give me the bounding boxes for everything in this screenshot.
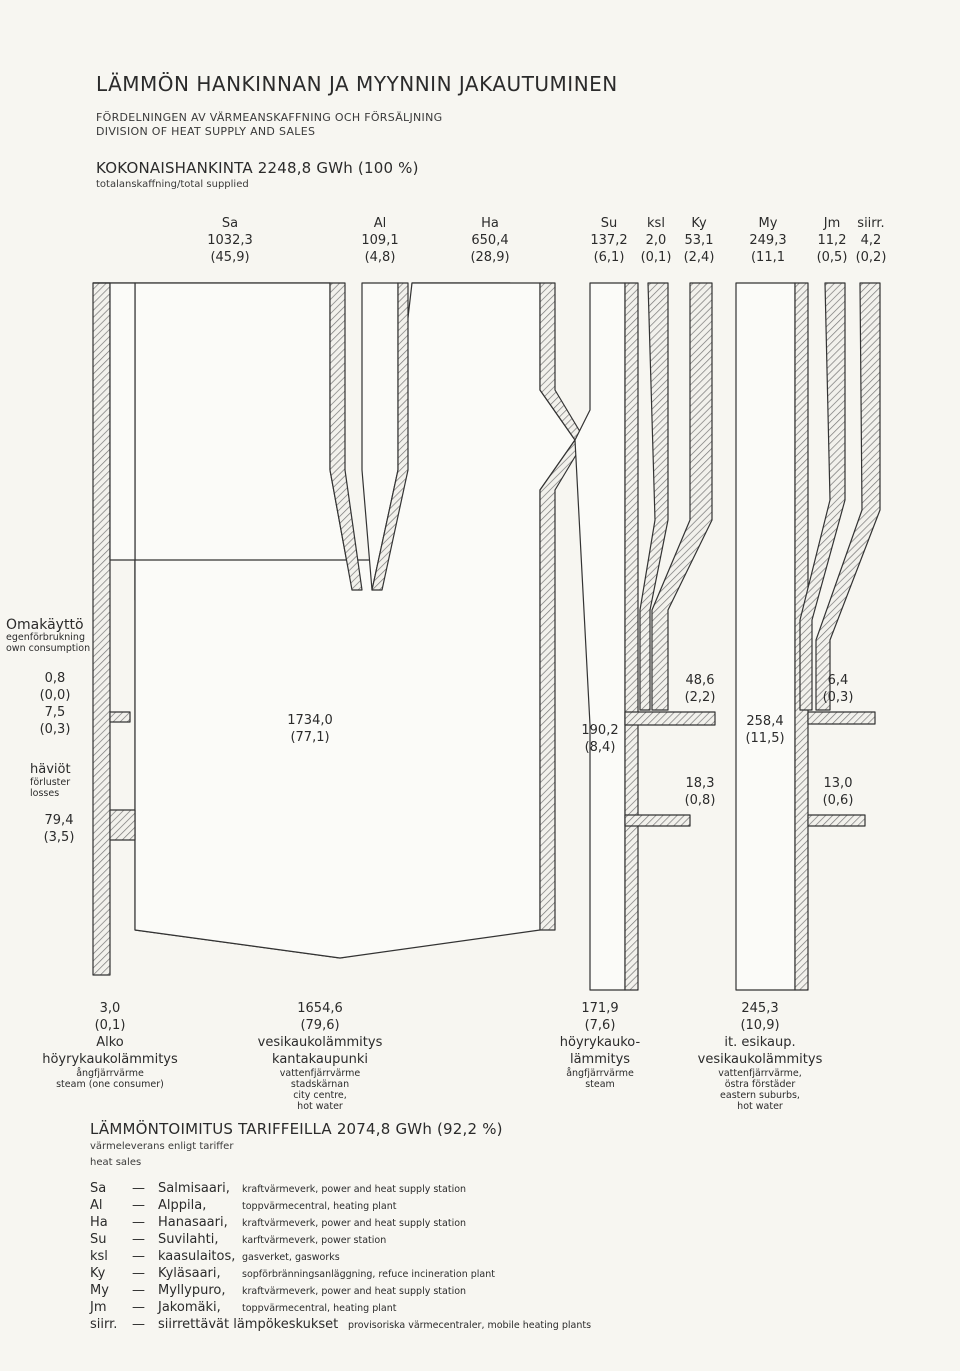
own-branch [110,712,130,722]
output-city-centre: 1654,6 (79,6) vesikaukolämmitys kantakaupunki vattenfjärrvärme stadskärnan city centre, hot water [257,1001,383,1112]
su-flow-value: 190,2 (8,4) [581,723,619,755]
my-flow [736,283,795,990]
losses-branch [110,810,135,840]
sales-title: LÄMMÖNTOIMITUS TARIFFEILLA 2074,8 GWh (92,2 %) [90,1120,503,1138]
siirr-flow [816,283,880,710]
sales-subtitle-en: heat sales [90,1157,142,1168]
output-alko: 3,0 (0,1) Alko höyrykaukolämmitys ångfjärrvärme steam (one consumer) [42,1001,178,1090]
su-depth [625,283,638,990]
alko-flow [93,283,110,975]
losses-label: häviöt förluster losses [30,762,71,799]
su-loss-value: 18,3 (0,8) [684,776,716,808]
own-consumption-values: 0,8 (0,0) 7,5 (0,3) [39,671,71,737]
source-ksl: ksl 2,0 (0,1) [640,216,672,265]
subtitle-swedish: FÖRDELNINGEN AV VÄRMEANSKAFFNING OCH FÖRSÄLJNING [96,111,443,124]
source-siirr: siirr. 4,2 (0,2) [855,216,887,265]
source-su: Su 137,2 (6,1) [590,216,628,265]
total-supply-subtitle: totalanskaffning/total supplied [96,179,249,190]
losses-values: 79,4 (3,5) [43,813,75,845]
source-sa: Sa 1032,3 (45,9) [207,216,253,265]
jm-flow-value: 6,4 (0,3) [822,673,854,705]
my-loss-value: 13,0 (0,6) [822,776,854,808]
ky-branch [625,712,715,725]
su-flow [575,283,625,990]
source-al: Al 109,1 (4,8) [361,216,399,265]
su-loss-branch [625,815,690,826]
my-loss-branch [808,815,865,826]
my-flow-value: 258,4 (11,5) [745,714,785,746]
source-ky: Ky 53,1 (2,4) [683,216,715,265]
sales-subtitle-sv: värmeleverans enligt tariffer [90,1141,234,1152]
source-my: My 249,3 (11,1 [749,216,787,265]
subtitle-english: DIVISION OF HEAT SUPPLY AND SALES [96,125,316,138]
output-eastern-suburbs: 245,3 (10,9) it. esikaup. vesikaukolämmitys vattenfjärrvärme, östra förstäder eastern suburbs, hot water [697,1001,823,1112]
jm-branch [808,712,875,724]
source-ha: Ha 650,4 (28,9) [470,216,510,265]
center-flow-value: 1734,0 (77,1) [287,713,333,745]
output-steam: 171,9 (7,6) höyrykauko- lämmitys ångfjärrvärme steam [559,1001,641,1090]
ha-depth [540,283,585,930]
main-title: LÄMMÖN HANKINNAN JA MYYNNIN JAKAUTUMINEN [96,72,618,96]
own-consumption-label: Omakäyttö egenförbrukning own consumption [6,617,91,654]
total-supply-title: KOKONAISHANKINTA 2248,8 GWh (100 %) [96,159,419,177]
ky-flow-value: 48,6 (2,2) [684,673,716,705]
main-flow-body [135,283,352,600]
source-jm: Jm 11,2 (0,5) [816,216,848,265]
